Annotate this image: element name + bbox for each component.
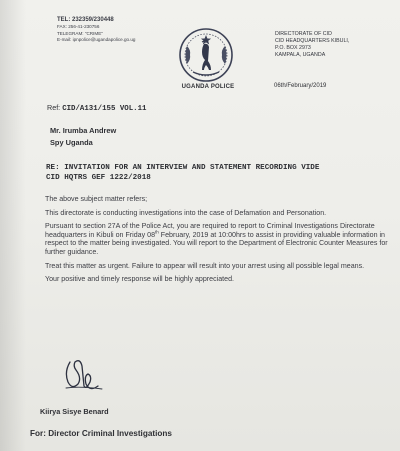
letterhead-contacts xyxy=(57,16,147,44)
address-line-2: CID HEADQUARTERS KIBULI, xyxy=(275,38,350,44)
body-paragraph-1: The above subject matter refers; xyxy=(45,195,148,203)
page-edge-shadow xyxy=(0,0,26,451)
letter-date: 06th/February/2019 xyxy=(274,83,327,89)
uganda-police-crest-icon xyxy=(177,26,235,84)
reference-label: Ref: xyxy=(47,103,61,112)
reference-number: CID/A131/155 VOL.11 xyxy=(62,105,147,113)
subject-line-1: RE: INVITATION FOR AN INTERVIEW AND STATEMENT RECORDING VIDE xyxy=(46,164,320,172)
letterhead-email: E-mail: ipnpolice@ugandapolice.go.ug xyxy=(57,37,136,43)
address-line-4: KAMPALA, UGANDA xyxy=(275,52,326,58)
letterhead-tel: TEL: 232359/230448 xyxy=(57,17,114,23)
body-paragraph-2: This directorate is conducting investigations into the case of Defamation and Personation. xyxy=(45,208,327,217)
body-paragraph-3-start: Pursuant to section 27A of the Police Act, you are required to report to Criminal Investigations Directorate headquarters in Kibuli on Friday 08 xyxy=(45,222,375,239)
address-line-3: P.O. BOX 2973 xyxy=(275,45,311,51)
body-paragraph-3-end: February, 2019 at 10:00hrs to assist in providing valuable information in respect to the matter being investigated. You will report to the Department of Electronic Counter Measures for further guidance. xyxy=(45,230,388,256)
body-paragraph-3 xyxy=(45,222,388,256)
letterhead-fax: FAX: 256-41-230756 xyxy=(57,24,100,29)
body-paragraph-4: Treat this matter as urgent. Failure to appear will result into your arrest using all possible legal means. xyxy=(45,261,365,270)
letterhead-telegram: TELEGRAM: "CRIME" xyxy=(57,30,103,36)
letterhead-address xyxy=(275,31,395,59)
subject-line-2: CID HQTRS GEF 1222/2018 xyxy=(46,173,151,182)
signatory-name: Kiirya Sisye Benard xyxy=(40,407,109,416)
crest-caption: UGANDA POLICE xyxy=(181,84,235,90)
handwritten-signature xyxy=(58,356,108,396)
body-paragraph-5: Your positive and timely response will be highly appreciated. xyxy=(45,275,235,284)
subject-heading xyxy=(46,164,391,183)
signatory-title: For: Director Criminal Investigations xyxy=(30,429,172,438)
reference-line xyxy=(47,103,146,113)
address-line-1: DIRECTORATE OF CID xyxy=(275,31,332,37)
recipient-name: Mr. Irumba Andrew xyxy=(50,126,117,135)
ordinal-suffix: th xyxy=(155,229,159,235)
letter-body xyxy=(45,195,388,289)
recipient-organization: Spy Uganda xyxy=(50,138,93,147)
recipient-block xyxy=(50,125,116,149)
